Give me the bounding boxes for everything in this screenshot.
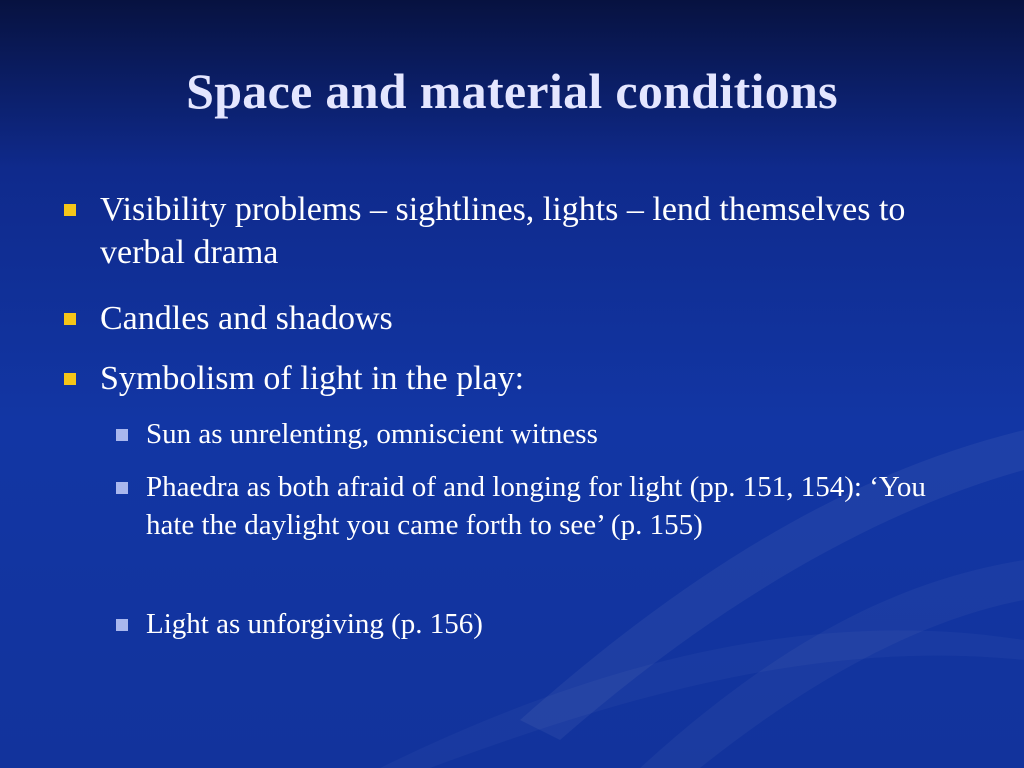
bullet-visibility bbox=[100, 188, 920, 274]
bullet-marker bbox=[64, 373, 76, 385]
sub-bullet-sun bbox=[146, 415, 946, 453]
bullet-text: Visibility problems – sightlines, lights – lend themselves to verbal drama bbox=[100, 191, 906, 271]
sub-bullet-phaedra bbox=[146, 468, 946, 544]
bullet-symbolism bbox=[100, 357, 920, 400]
sub-bullet-unforgiving bbox=[146, 605, 946, 643]
sub-bullet-text: Sun as unrelenting, omniscient witness bbox=[146, 418, 598, 450]
sub-bullet-marker bbox=[116, 619, 128, 631]
sub-bullet-marker bbox=[116, 429, 128, 441]
sub-bullet-marker bbox=[116, 482, 128, 494]
bullet-text: Candles and shadows bbox=[100, 300, 393, 337]
bullet-text: Symbolism of light in the play: bbox=[100, 360, 525, 397]
sub-bullet-text: Light as unforgiving (p. 156) bbox=[146, 608, 483, 640]
bullet-marker bbox=[64, 313, 76, 325]
bullet-marker bbox=[64, 204, 76, 216]
slide-title: Space and material conditions bbox=[186, 63, 838, 119]
bullet-candles bbox=[100, 297, 920, 340]
sub-bullet-text: Phaedra as both afraid of and longing for light (pp. 151, 154): ‘You hate the daylight you came forth to see’ (p. 155) bbox=[146, 471, 926, 541]
